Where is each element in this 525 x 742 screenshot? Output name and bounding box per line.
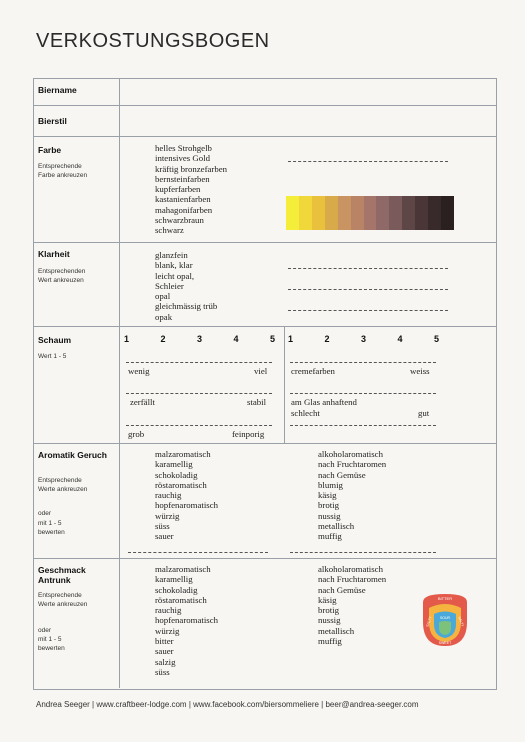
aromatik-label: Aromatik Geruch xyxy=(38,450,107,460)
klarheit-label: Klarheit xyxy=(38,249,70,259)
color-swatch[interactable] xyxy=(389,196,402,230)
list-item[interactable]: kastanienfarben xyxy=(155,194,211,205)
geschmack-instruction: Entsprechende Werte ankreuzen xyxy=(38,592,88,608)
list-item[interactable]: opak xyxy=(155,311,173,322)
list-item[interactable]: brotig xyxy=(318,500,340,511)
row-divider xyxy=(33,242,497,243)
list-item[interactable]: alkoholaromatisch xyxy=(318,449,383,459)
list-item[interactable]: muffig xyxy=(318,531,342,542)
list-item[interactable]: käsig xyxy=(318,594,337,605)
aromatik-options-right xyxy=(318,449,386,542)
row-divider xyxy=(33,558,497,559)
schaum-zerfaellt: zerfällt xyxy=(130,397,155,407)
tongue-taste-map-icon xyxy=(417,592,473,648)
geschmack-rating-hint: mit 1 - 5 bewerten xyxy=(38,636,65,652)
tongue-sweet: SWEET xyxy=(438,641,452,645)
list-item[interactable]: blank, klar xyxy=(155,260,193,271)
schaum-gut: gut xyxy=(418,408,430,418)
footer-contact: Andrea Seeger | www.craftbeer-lodge.com | www.facebook.com/biersommeliere | beer@andrea-seeger.com xyxy=(36,700,419,709)
schaum-label: Schaum xyxy=(38,335,72,345)
list-item[interactable]: malzaromatisch xyxy=(155,449,211,459)
color-swatch[interactable] xyxy=(441,196,454,230)
list-item[interactable]: muffig xyxy=(318,636,342,647)
list-item[interactable]: sauer xyxy=(155,646,174,657)
schaum-scale-1[interactable]: 1 xyxy=(288,334,294,344)
list-item[interactable]: Schleier xyxy=(155,280,184,291)
klarheit-answer-line[interactable] xyxy=(288,268,448,269)
schaum-scale-1[interactable]: 1 xyxy=(124,334,130,344)
farbe-options xyxy=(155,143,227,236)
list-item[interactable]: leicht opal, xyxy=(155,270,195,281)
list-item[interactable]: karamellig xyxy=(155,459,193,470)
row-divider xyxy=(33,136,497,137)
geschmack-label: Geschmack Antrunk xyxy=(38,565,86,585)
list-item[interactable]: käsig xyxy=(318,490,337,501)
schaum-line[interactable] xyxy=(126,393,272,394)
geschmack-oder: oder xyxy=(38,627,52,634)
list-item[interactable]: bernsteinfarben xyxy=(155,173,210,184)
list-item[interactable]: schwarzbraun xyxy=(155,215,204,226)
list-item[interactable]: würzig xyxy=(155,510,180,521)
color-swatch[interactable] xyxy=(338,196,351,230)
tongue-sour: SOUR xyxy=(439,616,451,620)
biername-field[interactable] xyxy=(124,82,490,102)
color-swatch[interactable] xyxy=(376,196,389,230)
column-divider xyxy=(119,78,120,688)
color-swatch-strip xyxy=(286,196,454,230)
list-item[interactable]: intensives Gold xyxy=(155,153,210,164)
tongue-bitter: BITTER xyxy=(437,596,453,601)
schaum-instruction: Wert 1 - 5 xyxy=(38,353,67,360)
list-item[interactable]: nach Fruchtaromen xyxy=(318,459,387,470)
aromatik-options-left xyxy=(155,449,218,542)
schaum-schlecht: schlecht xyxy=(291,408,320,418)
list-item[interactable]: sauer xyxy=(155,531,174,542)
schaum-scale-4[interactable]: 4 xyxy=(233,334,239,344)
schaum-scale-3[interactable]: 3 xyxy=(197,334,203,344)
klarheit-answer-line[interactable] xyxy=(288,289,448,290)
schaum-scale-5[interactable]: 5 xyxy=(270,334,276,344)
color-swatch[interactable] xyxy=(415,196,428,230)
list-item[interactable]: nach Fruchtaromen xyxy=(318,574,387,585)
schaum-line[interactable] xyxy=(290,362,436,363)
list-item[interactable]: glanzfein xyxy=(155,250,188,260)
page-title: VERKOSTUNGSBOGEN xyxy=(36,30,270,52)
list-item[interactable]: helles Strohgelb xyxy=(155,143,212,153)
klarheit-answer-line[interactable] xyxy=(288,310,448,311)
color-swatch[interactable] xyxy=(299,196,312,230)
row-divider xyxy=(33,105,497,106)
schaum-line[interactable] xyxy=(126,362,272,363)
list-item[interactable]: röstaromatisch xyxy=(155,479,207,490)
aromatik-answer-line[interactable] xyxy=(128,552,268,553)
klarheit-instruction: Entsprechenden Wert ankreuzen xyxy=(38,268,86,284)
bierstil-label: Bierstil xyxy=(38,116,67,126)
schaum-scale-4[interactable]: 4 xyxy=(397,334,403,344)
geschmack-options-left xyxy=(155,564,218,677)
list-item[interactable]: nach Gemüse xyxy=(318,469,366,480)
list-item[interactable]: bitter xyxy=(155,636,174,647)
schaum-scale-3[interactable]: 3 xyxy=(361,334,367,344)
list-item[interactable]: gleichmässig trüb xyxy=(155,301,218,312)
aromatik-answer-line[interactable] xyxy=(290,552,436,553)
list-item[interactable]: malzaromatisch xyxy=(155,564,211,574)
list-item[interactable]: schwarz xyxy=(155,225,184,236)
tongue-salty-left: SALTY xyxy=(425,615,433,628)
list-item[interactable]: hopfenaromatisch xyxy=(155,615,219,626)
schaum-line[interactable] xyxy=(126,425,272,426)
schaum-viel: viel xyxy=(254,366,268,376)
klarheit-options xyxy=(155,250,217,322)
list-item[interactable]: salzig xyxy=(155,656,176,667)
list-item[interactable]: rauchig xyxy=(155,490,182,501)
bierstil-field[interactable] xyxy=(124,110,490,132)
geschmack-options-right xyxy=(318,564,386,646)
schaum-cremefarben: cremefarben xyxy=(291,366,335,376)
list-item[interactable]: karamellig xyxy=(155,574,193,585)
aromatik-rating-hint: mit 1 - 5 bewerten xyxy=(38,520,65,536)
color-swatch[interactable] xyxy=(428,196,441,230)
color-swatch[interactable] xyxy=(325,196,338,230)
list-item[interactable]: schokoladig xyxy=(155,469,198,480)
aromatik-oder: oder xyxy=(38,510,52,517)
list-item[interactable]: kupferfarben xyxy=(155,184,201,195)
list-item[interactable]: süss xyxy=(155,521,170,532)
list-item[interactable]: rauchig xyxy=(155,605,182,616)
list-item[interactable]: schokoladig xyxy=(155,584,198,595)
list-item[interactable]: blumig xyxy=(318,479,343,490)
list-item[interactable]: nach Gemüse xyxy=(318,584,366,595)
list-item[interactable]: metallisch xyxy=(318,625,355,636)
list-item[interactable]: mahagonifarben xyxy=(155,204,213,215)
aromatik-instruction: Entsprechende Werte ankreuzen xyxy=(38,477,88,493)
row-divider xyxy=(33,443,497,444)
schaum-scale-2[interactable]: 2 xyxy=(160,334,166,344)
color-swatch[interactable] xyxy=(351,196,364,230)
farbe-label: Farbe xyxy=(38,145,62,155)
schaum-line[interactable] xyxy=(290,393,436,394)
schaum-wenig: wenig xyxy=(128,366,150,376)
list-item[interactable]: röstaromatisch xyxy=(155,594,207,605)
list-item[interactable]: opal xyxy=(155,291,171,302)
schaum-stabil: stabil xyxy=(247,397,267,407)
list-item[interactable]: alkoholaromatisch xyxy=(318,564,383,574)
farbe-instruction: Entsprechende Farbe ankreuzen xyxy=(38,163,88,179)
list-item[interactable]: süss xyxy=(155,666,170,677)
tongue-salty-right: SALTY xyxy=(457,615,465,628)
list-item[interactable]: kräftig bronzefarben xyxy=(155,163,228,174)
list-item[interactable]: nussig xyxy=(318,510,341,521)
list-item[interactable]: würzig xyxy=(155,625,180,636)
schaum-divider xyxy=(284,326,285,443)
schaum-scale-5[interactable]: 5 xyxy=(434,334,440,344)
schaum-anhaftend: am Glas anhaftend xyxy=(291,397,357,407)
color-swatch[interactable] xyxy=(364,196,377,230)
color-swatch[interactable] xyxy=(402,196,415,230)
color-swatch[interactable] xyxy=(286,196,299,230)
list-item[interactable]: nussig xyxy=(318,615,341,626)
farbe-answer-line[interactable] xyxy=(288,161,448,162)
schaum-line[interactable] xyxy=(290,425,436,426)
schaum-scale-2[interactable]: 2 xyxy=(324,334,330,344)
schaum-feinporig: feinporig xyxy=(232,429,265,439)
biername-label: Biername xyxy=(38,85,77,95)
schaum-weiss: weiss xyxy=(410,366,430,376)
schaum-grob: grob xyxy=(128,429,145,439)
list-item[interactable]: brotig xyxy=(318,605,340,616)
list-item[interactable]: hopfenaromatisch xyxy=(155,500,219,511)
color-swatch[interactable] xyxy=(312,196,325,230)
list-item[interactable]: metallisch xyxy=(318,521,355,532)
row-divider xyxy=(33,326,497,327)
